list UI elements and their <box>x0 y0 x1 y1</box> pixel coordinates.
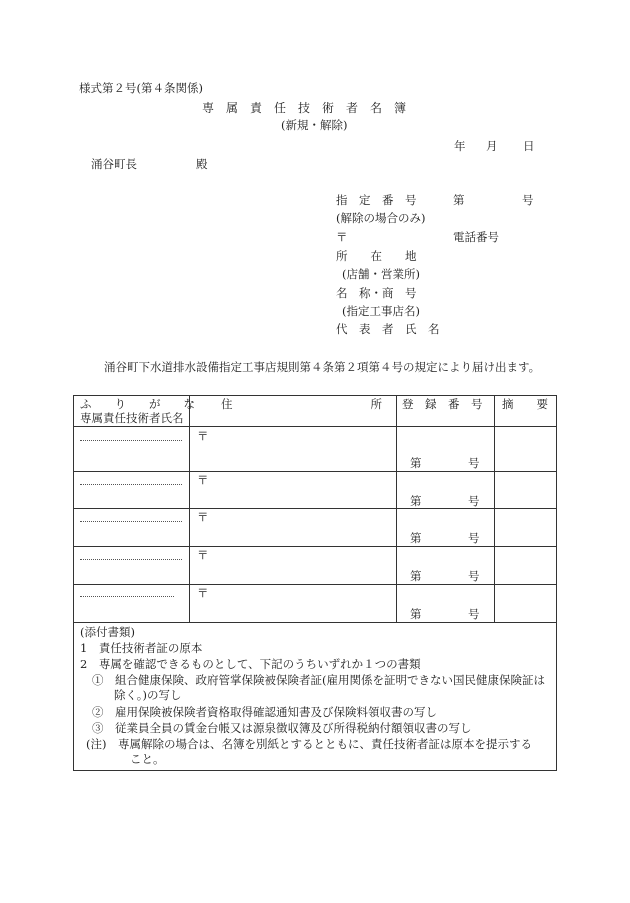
attachments-heading: (添付書類) <box>80 625 135 639</box>
date-day-label: 日 <box>523 139 535 153</box>
row-reg-dai: 第 <box>410 569 422 583</box>
row-reg-go: 号 <box>468 456 480 470</box>
row-postal-mark: 〒 <box>197 473 209 487</box>
document-subtitle: (新規・解除) <box>281 118 348 132</box>
designation-note: (解除の場合のみ) <box>336 211 426 225</box>
furigana-line[interactable] <box>80 440 182 441</box>
postal-mark: 〒 <box>336 230 348 244</box>
attachment-sub-2: ② 雇用保険被保険者資格取得確認通知書及び保険料領収書の写し <box>92 705 437 719</box>
furigana-line[interactable] <box>80 559 182 560</box>
row-reg-dai: 第 <box>410 456 422 470</box>
company-name-label: 名 称・商 号 <box>336 286 417 300</box>
address-note: (店舗・営業所) <box>342 267 420 281</box>
row-postal-mark: 〒 <box>197 510 209 524</box>
row-reg-dai: 第 <box>410 531 422 545</box>
row-postal-mark: 〒 <box>197 429 209 443</box>
attachment-note-cont: こと。 <box>130 752 165 766</box>
row-reg-go: 号 <box>468 607 480 621</box>
company-name-note: (指定工事店名) <box>342 304 420 318</box>
row-postal-mark: 〒 <box>197 548 209 562</box>
attachment-sub-1: ① 組合健康保険、政府管掌保険被保険者証(雇用関係を証明できない国民健康保険証は <box>92 673 545 687</box>
address-label: 所 在 地 <box>336 249 417 263</box>
furigana-line[interactable] <box>80 484 182 485</box>
attachment-sub-1-cont: 除く。)の写し <box>114 688 182 702</box>
row-reg-go: 号 <box>468 569 480 583</box>
form-number: 様式第２号(第４条関係) <box>79 81 203 95</box>
declaration-statement: 涌谷町下水道排水設備指定工事店規則第４条第２項第４号の規定により届け出ます。 <box>104 360 541 374</box>
document-title: 専 属 責 任 技 術 者 名 簿 <box>202 101 407 115</box>
attachment-note: (注) 専属解除の場合は、名簿を別紙とするとともに、責任技術者証は原本を提示する <box>86 737 532 751</box>
designation-number-label: 指 定 番 号 <box>336 193 417 207</box>
date-month-label: 月 <box>486 139 498 153</box>
row-reg-go: 号 <box>468 494 480 508</box>
honorific: 殿 <box>196 157 208 171</box>
technician-table <box>73 395 557 771</box>
date-year-label: 年 <box>454 139 466 153</box>
addressee: 涌谷町長 <box>91 157 137 171</box>
header-address: 住 所 <box>221 397 382 411</box>
designation-dai: 第 <box>453 193 465 207</box>
attachment-item-2: 2 専属を確認できるものとして、下記のうちいずれか１つの書類 <box>80 657 421 671</box>
designation-go: 号 <box>522 193 534 207</box>
header-registration-number: 登 録 番 号 <box>402 397 483 411</box>
furigana-line[interactable] <box>80 521 182 522</box>
header-technician-name: 専属責任技術者氏名 <box>80 411 184 425</box>
phone-label: 電話番号 <box>453 230 499 244</box>
header-furigana: ふ り が な <box>80 397 195 411</box>
row-postal-mark: 〒 <box>197 586 209 600</box>
furigana-line[interactable] <box>80 596 174 597</box>
row-reg-dai: 第 <box>410 607 422 621</box>
attachment-sub-3: ③ 従業員全員の賃金台帳又は源泉徴収簿及び所得税納付額領収書の写し <box>92 721 472 735</box>
row-reg-go: 号 <box>468 531 480 545</box>
attachment-item-1: 1 責任技術者証の原本 <box>80 641 203 655</box>
header-remarks: 摘 要 <box>502 397 548 411</box>
representative-label: 代 表 者 氏 名 <box>336 322 440 336</box>
row-reg-dai: 第 <box>410 494 422 508</box>
